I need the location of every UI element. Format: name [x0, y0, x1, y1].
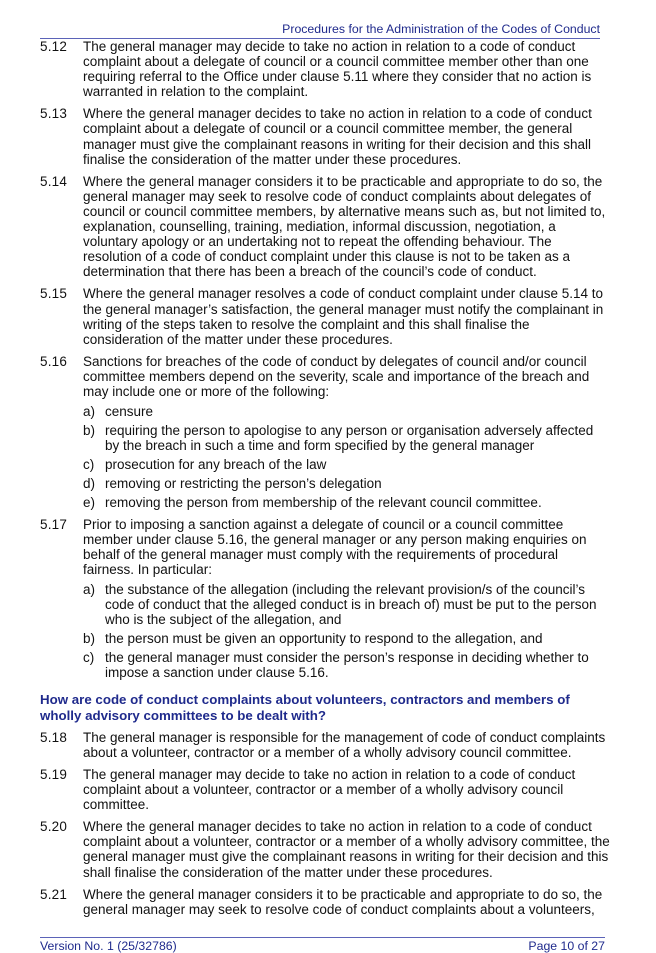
clause-text: Where the general manager decides to take no action in relation to a code of conduct complaint about a volunteer, contractor or a member of a wholly advisory committee, the general manager must give the complainant reasons in writing for their decision and this shall finalise the consideration of the matter under these procedures. — [83, 819, 610, 880]
clause-5-19 — [40, 767, 610, 812]
list-item-label: e) — [83, 494, 96, 510]
list-item-text: the general manager must consider the person’s response in deciding whether to impose a sanction under clause 5.16. — [105, 650, 589, 681]
document-body — [40, 39, 610, 924]
list-item — [83, 404, 610, 419]
clause-text: The general manager may decide to take no action in relation to a code of conduct complaint about a volunteer, contractor or a member of a wholly advisory council committee. — [83, 766, 576, 813]
version-label: Version No. 1 (25/32786) — [40, 939, 177, 953]
clause-number: 5.14 — [40, 173, 68, 189]
list-item — [83, 457, 610, 472]
list-item-text: requiring the person to apologise to any person or organisation adversely affected by the breach in such a time and form specified by the general manager — [105, 422, 594, 454]
clause-5-12 — [40, 39, 610, 99]
clause-text: Where the general manager considers it to be practicable and appropriate to do so, the general manager may seek to resolve code of conduct complaints about a volunteers, — [83, 886, 603, 917]
list-item — [83, 650, 610, 680]
clause-5-21 — [40, 887, 610, 917]
clause-number: 5.13 — [40, 106, 68, 122]
clause-5-20 — [40, 819, 610, 879]
list-item-label: b) — [83, 631, 96, 647]
clause-5-15 — [40, 286, 610, 346]
clause-text: Where the general manager resolves a code of conduct complaint under clause 5.14 to the general manager’s satisfaction, the general manager must notify the complainant in writing of the steps taken to resolve the complaint and this shall finalise the consideration of the matter under these procedures. — [83, 286, 604, 347]
list-item-label: b) — [83, 422, 96, 438]
list-item-label: a) — [83, 582, 96, 598]
clause-text: Sanctions for breaches of the code of conduct by delegates of council and/or council committee members depend on the severity, scale and importance of the breach and may include one or more of the following: — [83, 353, 590, 399]
clause-number: 5.19 — [40, 766, 68, 782]
list-item-text: removing the person from membership of the relevant council committee. — [105, 494, 542, 510]
clause-5-18 — [40, 730, 610, 760]
clause-text: Where the general manager decides to take no action in relation to a code of conduct complaint about a delegate of council or a council committee member, the general manager must give the complainant reasons in writing for their decision and this shall finalise the consideration of the matter under these procedures. — [83, 106, 592, 167]
clause-5-17 — [40, 517, 610, 681]
clause-number: 5.12 — [40, 39, 68, 54]
list-item-label: c) — [83, 456, 95, 472]
clause-number: 5.20 — [40, 819, 68, 835]
section-heading: How are code of conduct complaints about volunteers, contractors and members of wholly advisory committees to be dealt with? — [40, 692, 570, 723]
list-item — [83, 495, 610, 510]
clause-number: 5.18 — [40, 729, 68, 745]
clause-number: 5.17 — [40, 516, 68, 532]
clause-text: The general manager may decide to take no action in relation to a code of conduct complaint about a delegate of council or a council committee member other than one requiring referral to the Office under clause 5.11 where they consider that no action is warranted in relation to the complaint. — [83, 39, 592, 100]
page-number: Page 10 of 27 — [528, 939, 605, 953]
list-item — [83, 423, 610, 453]
clause-number: 5.21 — [40, 886, 68, 902]
sanctions-list — [83, 404, 610, 510]
list-item — [83, 476, 610, 491]
clause-number: 5.16 — [40, 353, 68, 369]
list-item-text: the person must be given an opportunity to respond to the allegation, and — [105, 631, 543, 647]
list-item-text: censure — [105, 404, 154, 420]
running-header — [40, 22, 600, 39]
clause-number: 5.15 — [40, 286, 68, 302]
list-item — [83, 582, 610, 627]
list-item — [83, 631, 610, 646]
clause-text: Where the general manager considers it to be practicable and appropriate to do so, the general manager may seek to resolve code of conduct complaints about delegates of council or council committee members, by alternative means such as, but not limited to, explanation, counselling, training, mediation, informal discussion, negotiation, a voluntary apology or an undertaking not to repeat the offending behaviour. The resolution of a code of conduct complaint under this clause is not to be taken as a determination that there has been a breach of the council’s code of conduct. — [83, 173, 606, 280]
procedural-fairness-list — [83, 582, 610, 680]
running-footer — [40, 937, 605, 953]
clause-5-13 — [40, 106, 610, 166]
list-item-label: c) — [83, 650, 95, 666]
header-title: Procedures for the Administration of the Codes of Conduct — [282, 22, 600, 36]
list-item-text: prosecution for any breach of the law — [105, 456, 327, 472]
clause-text: Prior to imposing a sanction against a delegate of council or a council committee member under clause 5.16, the general manager or any person making enquiries on behalf of the general manager must comply with the requirements of procedural fairness. In particular: — [83, 516, 587, 578]
clause-5-14 — [40, 174, 610, 280]
list-item-label: a) — [83, 404, 96, 420]
clause-5-16 — [40, 354, 610, 510]
list-item-label: d) — [83, 475, 96, 491]
list-item-text: removing or restricting the person’s delegation — [105, 475, 382, 491]
clause-text: The general manager is responsible for the management of code of conduct complaints about a volunteer, contractor or a member of a wholly advisory council committee. — [83, 729, 606, 760]
list-item-text: the substance of the allegation (including the relevant provision/s of the council’s code of conduct that the alleged conduct is in breach of) must be put to the person who is the subject of the allegation, and — [105, 582, 597, 628]
